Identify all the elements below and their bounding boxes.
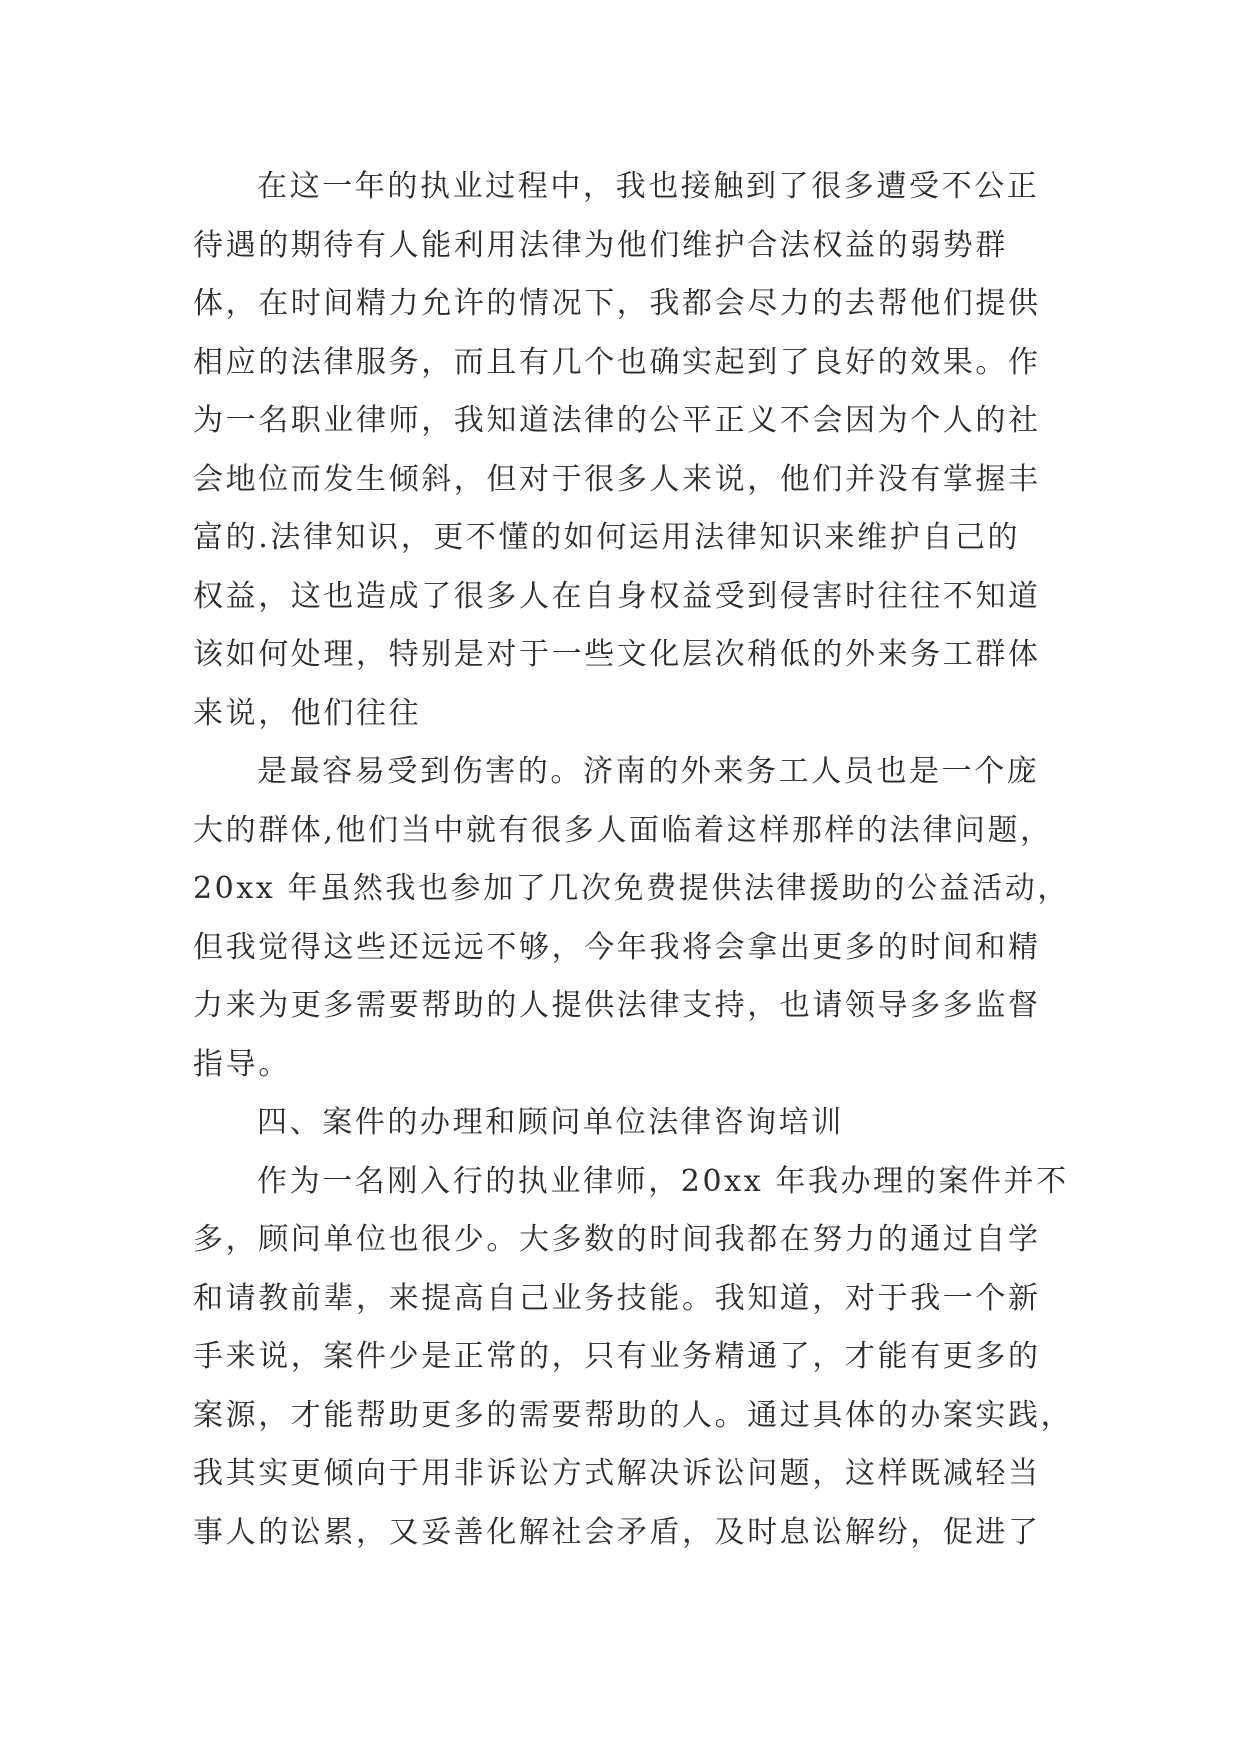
text-line: 力来为更多需要帮助的人提供法律支持，也请领导多多监督 (193, 988, 1041, 1023)
text-line: 作为一名刚入行的执业律师，20xx 年我办理的案件并不 (257, 1163, 1069, 1199)
text-line: 会地位而发生倾斜，但对于很多人来说，他们并没有掌握丰 (193, 461, 1041, 497)
text-line: 大的群体,他们当中就有很多人面临着这样那样的法律问题， (193, 812, 1053, 848)
text-line: 富的.法律知识，更不懂的如何运用法律知识来维护自己的 (193, 520, 1021, 555)
text-line: 在这一年的执业过程中，我也接触到了很多遭受不公正 (257, 169, 1040, 204)
text-line: 体，在时间精力允许的情况下，我都会尽力的去帮他们提供 (193, 286, 1041, 321)
text-line: 待遇的期待有人能利用法律为他们维护合法权益的弱势群 (193, 227, 1008, 263)
text-line: 权益，这也造成了很多人在自身权益受到侵害时往往不知道 (193, 578, 1041, 614)
text-line: 我其实更倾向于用非诉讼方式解决诉讼问题，这样既减轻当 (193, 1456, 1041, 1491)
text-line: 指导。 (193, 1046, 291, 1082)
text-line: 相应的法律服务，而且有几个也确实起到了良好的效果。作 (193, 344, 1041, 380)
text-line: 是最容易受到伤害的。济南的外来务工人员也是一个庞 (257, 754, 1040, 789)
text-line: 和请教前辈，来提高自己业务技能。我知道，对于我一个新 (193, 1280, 1041, 1316)
text-line: 为一名职业律师，我知道法律的公平正义不会因为个人的社 (193, 403, 1041, 438)
text-line: 事人的讼累，又妥善化解社会矛盾，及时息讼解纷，促进了 (193, 1514, 1041, 1550)
section-heading: 四、案件的办理和顾问单位法律咨询培训 (257, 1105, 844, 1140)
text-line: 该如何处理，特别是对于一些文化层次稍低的外来务工群体 (193, 637, 1041, 672)
text-line: 案源，才能帮助更多的需要帮助的人。通过具体的办案实践， (193, 1397, 1074, 1433)
text-line: 多，顾问单位也很少。大多数的时间我都在努力的通过自学 (193, 1222, 1041, 1257)
document-body (193, 158, 1074, 1562)
text-line: 20xx 年虽然我也参加了几次免费提供法律援助的公益活动， (193, 871, 1070, 906)
text-line: 手来说，案件少是正常的，只有业务精通了，才能有更多的 (193, 1339, 1041, 1374)
text-line: 来说，他们往往 (193, 695, 422, 731)
text-line: 但我觉得这些还远远不够，今年我将会拿出更多的时间和精 (193, 929, 1041, 965)
